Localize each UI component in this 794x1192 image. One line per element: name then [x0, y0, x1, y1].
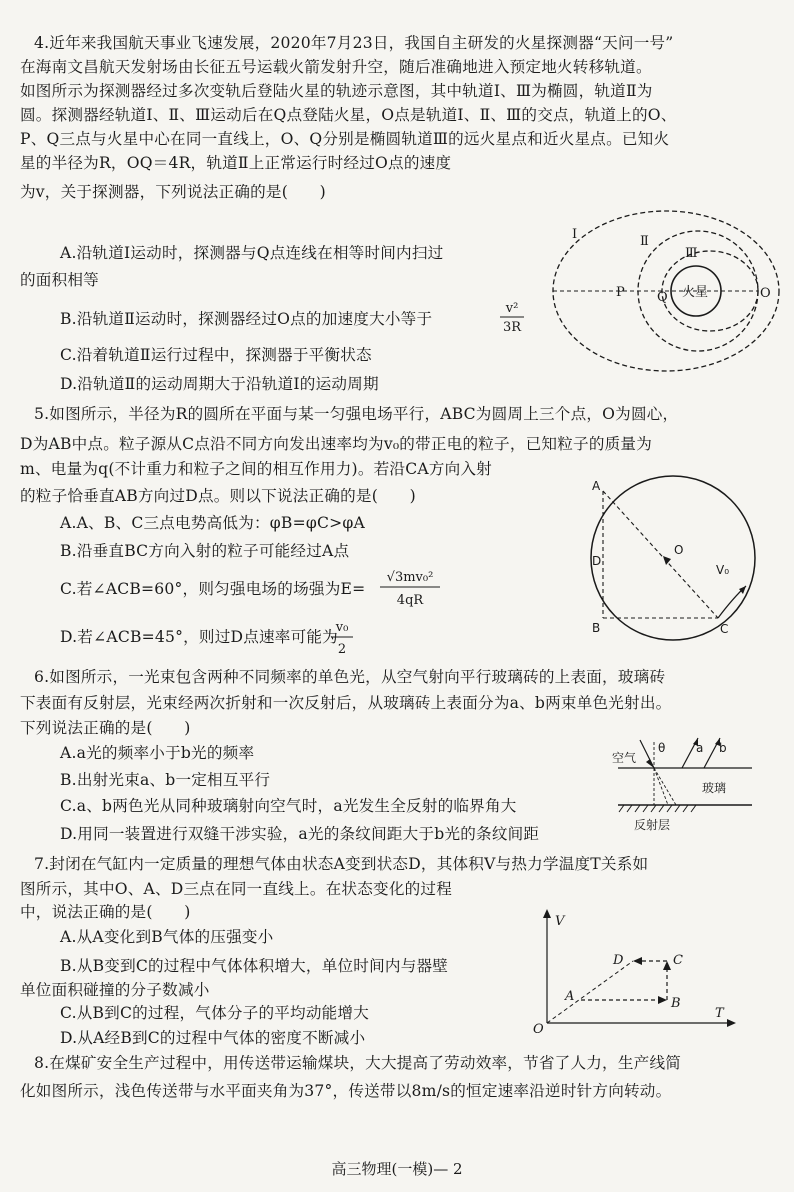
point-a-label: A [565, 989, 575, 1004]
q5-option-b: B.沿垂直BC方向入射的粒子可能经过A点 [60, 542, 350, 560]
q5-option-a: A.A、B、C三点电势高低为：φB=φC>φA [60, 514, 365, 532]
glass-label: 玻璃 [702, 781, 727, 795]
t-axis-label: T [715, 1006, 724, 1021]
q6-option-d: D.用同一装置进行双缝干涉实验，a光的条纹间距大于b光的条纹间距 [60, 825, 540, 843]
q7-option-d: D.从A经B到C的过程中气体的密度不断减小 [60, 1029, 366, 1047]
q4-option-a: A.沿轨道Ⅰ运动时，探测器与Q点连线在相等时间内扫过 [60, 244, 444, 262]
segment-ac [603, 491, 718, 618]
q6-line-3: 下列说法正确的是( ) [20, 719, 191, 737]
glass-brick-figure [610, 732, 760, 837]
point-b-label: B [671, 996, 681, 1011]
air-label: 空气 [612, 751, 637, 765]
point-o-label: O [674, 543, 684, 557]
q4-option-a-cont: 的面积相等 [20, 271, 99, 289]
q5-option-c-fraction [378, 564, 442, 614]
q5-line-2: D为AB中点。粒子源从C点沿不同方向发出速率均为v₀的带正电的粒子，已知粒子的质量为 [20, 435, 652, 453]
q6-option-b: B.出射光束a、b一定相互平行 [60, 771, 271, 789]
q4-option-b-fraction [497, 298, 527, 338]
q7-line-2: 图所示，其中O、A、D三点在同一直线上。在状态变化的过程 [20, 880, 452, 898]
field-numerator: √3mv₀² [386, 570, 434, 585]
q4-line-7: 为v，关于探测器，下列说法正确的是( ) [20, 183, 326, 201]
line-oad [547, 961, 633, 1023]
q8-line-1: 8.在煤矿安全生产过程中，用传送带运输煤块，大大提高了劳动效率，节省了人力，生产线简 [34, 1054, 682, 1072]
v0-arrow-head [739, 586, 746, 594]
point-d-label: D [592, 554, 602, 568]
q6-option-c: C.a、b两色光从同种玻璃射向空气时，a光发生全反射的临界角大 [60, 797, 517, 815]
theta-label: θ [658, 741, 666, 755]
q5-line-1: 5.如图所示，半径为R的圆所在平面与某一匀强电场平行，ABC为圆周上三个点，O为圆心， [34, 405, 679, 423]
v0-label: V₀ [716, 563, 730, 577]
q5-option-c: C.若∠ACB=60°，则匀强电场的场强为E= [60, 580, 366, 598]
q4-line-3: 如图所示为探测器经过多次变轨后登陆火星的轨迹示意图，其中轨道Ⅰ、Ⅲ为椭圆，轨道Ⅱ为 [20, 82, 653, 100]
mars-label: 火星 [682, 285, 709, 300]
orbit-1-label: Ⅰ [572, 227, 578, 242]
reflective-layer-hatch [619, 805, 696, 812]
orbit-figure [548, 200, 788, 380]
q7-option-a: A.从A变化到B气体的压强变小 [60, 928, 274, 946]
q7-option-c: C.从B到C的过程，气体分子的平均动能增大 [60, 1004, 370, 1022]
point-a-label: A [592, 479, 601, 493]
q4-line-6: 星的半径为R，OQ＝4R，轨道Ⅱ上正常运行时经过O点的速度 [20, 154, 452, 172]
ac-arrow-head [663, 556, 671, 565]
q7-option-b-cont: 单位面积碰撞的分子数减小 [20, 981, 210, 999]
q5-option-d: D.若∠ACB=45°，则过D点速率可能为 [60, 628, 338, 646]
orbit-2-label: Ⅱ [640, 234, 649, 249]
point-d-label: D [613, 953, 624, 968]
q4-line-1: 4.近年来我国航天事业飞速发展，2020年7月23日，我国自主研发的火星探测器“天问一号” [34, 34, 674, 52]
field-circle [591, 476, 755, 640]
q4-option-b: B.沿轨道Ⅱ运动时，探测器经过O点的加速度大小等于 [60, 310, 433, 328]
point-c-label: C [720, 622, 729, 636]
field-denominator: 4qR [396, 593, 424, 608]
q4-line-4: 圆。探测器经轨道Ⅰ、Ⅱ、Ⅲ运动后在Q点登陆火星，O点是轨道Ⅰ、Ⅱ、Ⅲ的交点，轨道上的O、 [20, 106, 677, 124]
q4-option-c: C.沿着轨道Ⅱ运行过程中，探测器于平衡状态 [60, 346, 372, 364]
q6-line-2: 下表面有反射层，光束经两次折射和一次反射后，从玻璃砖上表面分为a、b两束单色光射出。 [20, 694, 672, 712]
vt-graph-figure [525, 905, 745, 1037]
q5-option-d-fraction [328, 616, 356, 660]
speed-denominator: 2 [337, 642, 347, 657]
q7-line-3: 中，说法正确的是( ) [20, 903, 191, 921]
q7-line-1: 7.封闭在气缸内一定质量的理想气体由状态A变到状态D，其体积V与热力学温度T关系如 [34, 855, 649, 873]
q7-option-b: B.从B变到C的过程中气体体积增大，单位时间内与器壁 [60, 957, 449, 975]
reflect-layer-label: 反射层 [634, 818, 671, 832]
v-axis-label: V [555, 914, 565, 929]
q6-line-1: 6.如图所示，一光束包含两种不同频率的单色光，从空气射向平行玻璃砖的上表面，玻璃砖 [34, 668, 666, 686]
q4-line-5: P、Q三点与火星中心在同一直线上，O、Q分别是椭圆轨道Ⅲ的远火星点和近火星点。已知火 [20, 130, 670, 148]
origin-label: O [533, 1022, 544, 1037]
speed-numerator: v₀ [335, 620, 349, 635]
point-b-label: B [592, 621, 601, 635]
ray-a-label: a [696, 741, 704, 755]
field-circle-figure [578, 470, 778, 650]
point-p-label: P [616, 285, 625, 300]
q4-option-d: D.沿轨道Ⅱ的运动周期大于沿轨道Ⅰ的运动周期 [60, 375, 379, 393]
point-q-label: Q [657, 290, 668, 305]
q8-line-2: 化如图所示，浅色传送带与水平面夹角为37°，传送带以8m/s的恒定速率沿逆时针方向转动。 [20, 1082, 672, 1100]
q5-line-3: m、电量为q(不计重力和粒子之间的相互作用力)。若沿CA方向入射 [20, 460, 492, 478]
fraction-denominator: 3R [502, 320, 522, 335]
fraction-numerator: v² [505, 301, 519, 316]
orbit-3-label: Ⅲ [685, 246, 698, 261]
ray-b-label: b [719, 741, 727, 755]
q5-line-4: 的粒子恰垂直AB方向过D点。则以下说法正确的是( ) [20, 487, 416, 505]
point-c-label: C [673, 953, 683, 968]
point-o-label: O [760, 286, 771, 301]
q6-option-a: A.a光的频率小于b光的频率 [60, 744, 255, 762]
q4-line-2: 在海南文昌航天发射场由长征五号运载火箭发射升空，随后准确地进入预定地火转移轨道。 [20, 58, 652, 76]
page-footer: 高三物理(一模)— 2 [331, 1160, 463, 1178]
